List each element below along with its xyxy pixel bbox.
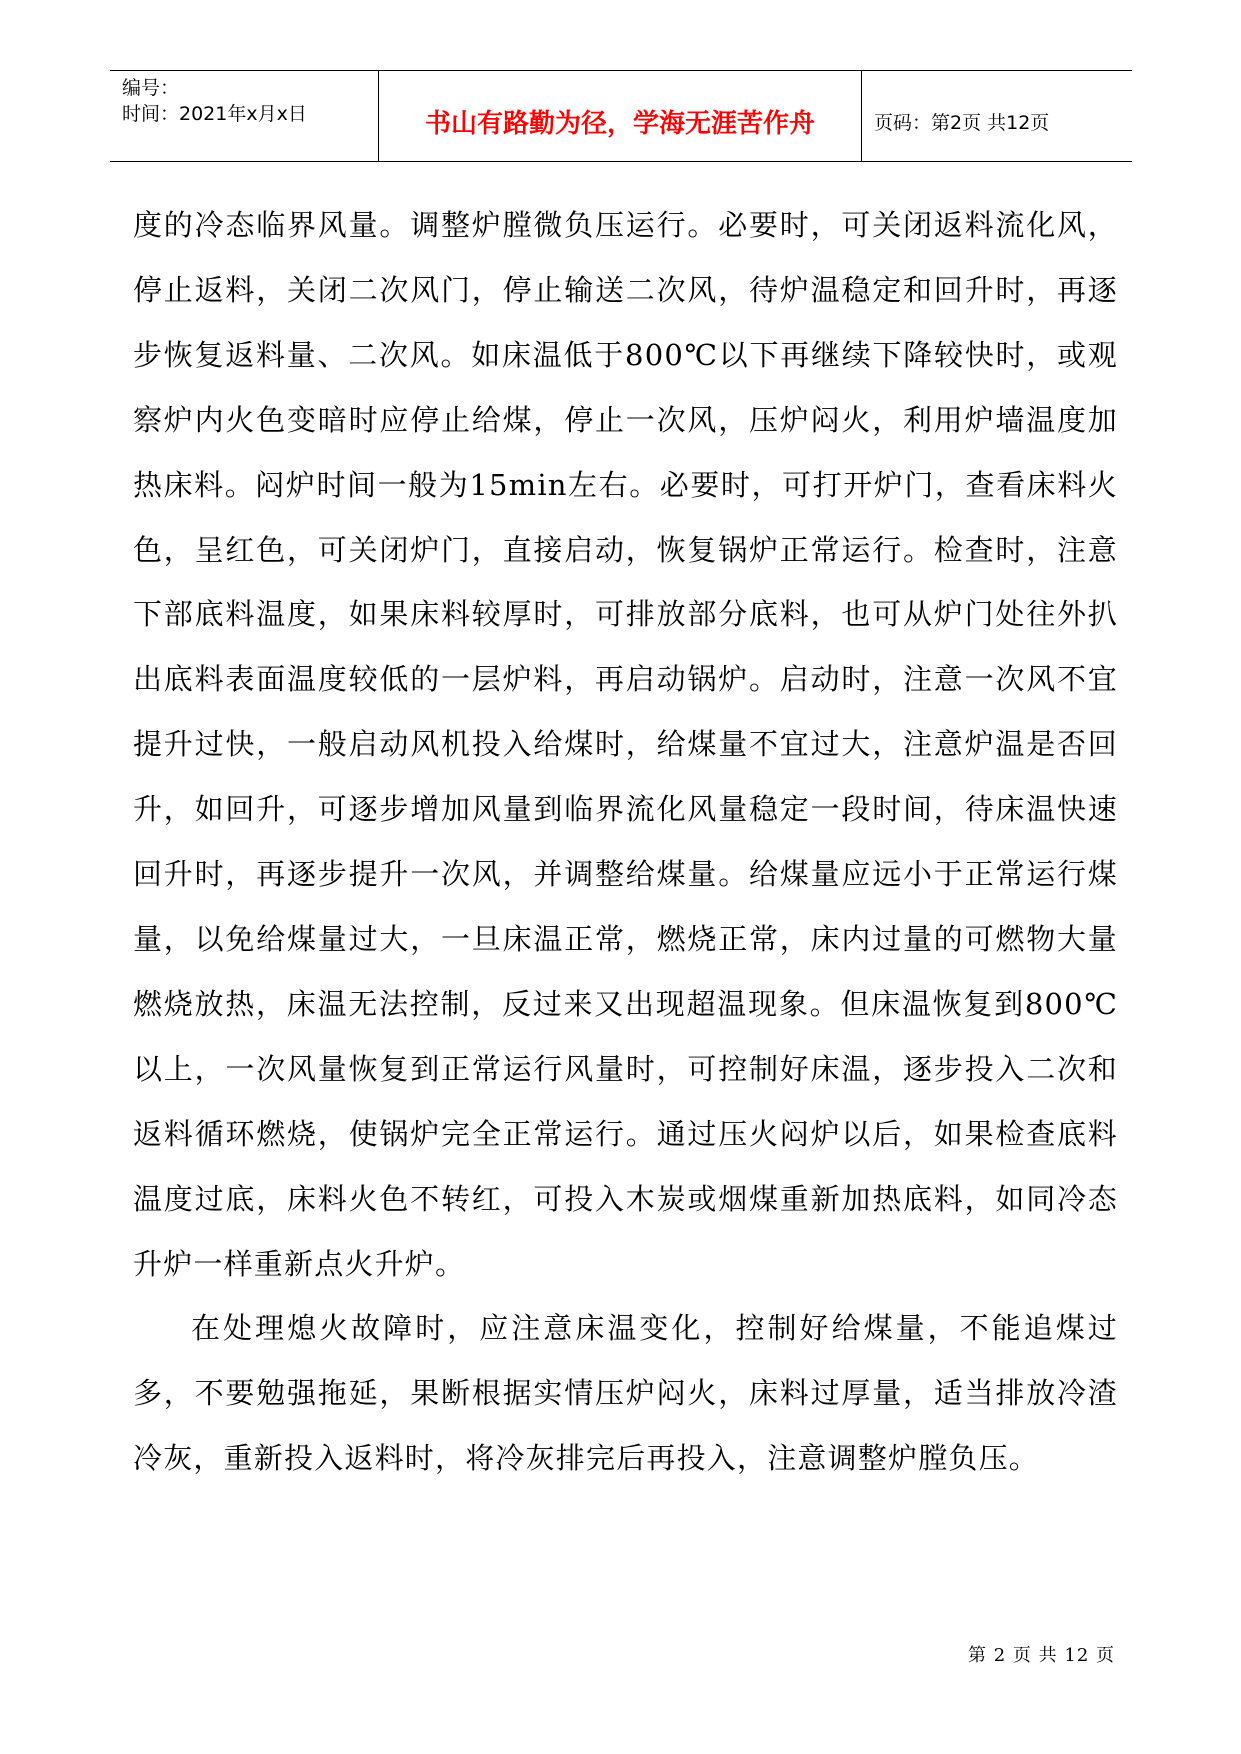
document-number-label: 编号： — [122, 77, 180, 99]
document-time-label: 时间：2021年x月x日 — [122, 103, 307, 125]
page-footer: 第 2 页 共 12 页 — [968, 1645, 1115, 1666]
header-meta — [110, 71, 378, 161]
body-paragraph-1: 度的冷态临界风量。调整炉膛微负压运行。必要时，可关闭返料流化风，停止返料，关闭二次风门，停止输送二次风，待炉温稳定和回升时，再逐步恢复返料量、二次风。如床温低于800℃以下再继续下降较快时，或观察炉内火色变暗时应停止给煤，停止一次风，压炉闷火，利用炉墙温度加热床料。闷炉时间一般为15min左右。必要时，可打开炉门，查看床料火色，呈红色，可关闭炉门，直接启动，恢复锅炉正常运行。检查时，注意下部底料温度，如果床料较厚时，可排放部分底料，也可从炉门处往外扒出底料表面温度较低的一层炉料，再启动锅炉。启动时，注意一次风不宜提升过快，一般启动风机投入给煤时，给煤量不宜过大，注意炉温是否回升，如回升，可逐步增加风量到临界流化风量稳定一段时间，待床温快速回升时，再逐步提升一次风，并调整给煤量。给煤量应远小于正常运行煤量，以免给煤量过大，一旦床温正常，燃烧正常，床内过量的可燃物大量燃烧放热，床温无法控制，反过来又出现超温现象。但床温恢复到800℃以上，一次风量恢复到正常运行风量时，可控制好床温，逐步投入二次和返料循环燃烧，使锅炉完全正常运行。通过压火闷炉以后，如果检查底料温度过底，床料火色不转红，可投入木炭或烟煤重新加热底料，如同冷态升炉一样重新点火升炉。 — [133, 208, 1118, 1281]
header-motto: 书山有路勤为径，学海无涯苦作舟 — [378, 71, 862, 161]
page-header — [110, 70, 1132, 162]
document-body — [133, 193, 1118, 1491]
header-page-label: 页码：第2页 共12页 — [874, 111, 1050, 134]
body-paragraph-2: 在处理熄火故障时，应注意床温变化，控制好给煤量，不能追煤过多，不要勉强拖延，果断根据实情压炉闷火，床料过厚量，适当排放冷渣冷灰，重新投入返料时，将冷灰排完后再投入，注意调整炉膛负压。 — [133, 1311, 1118, 1476]
